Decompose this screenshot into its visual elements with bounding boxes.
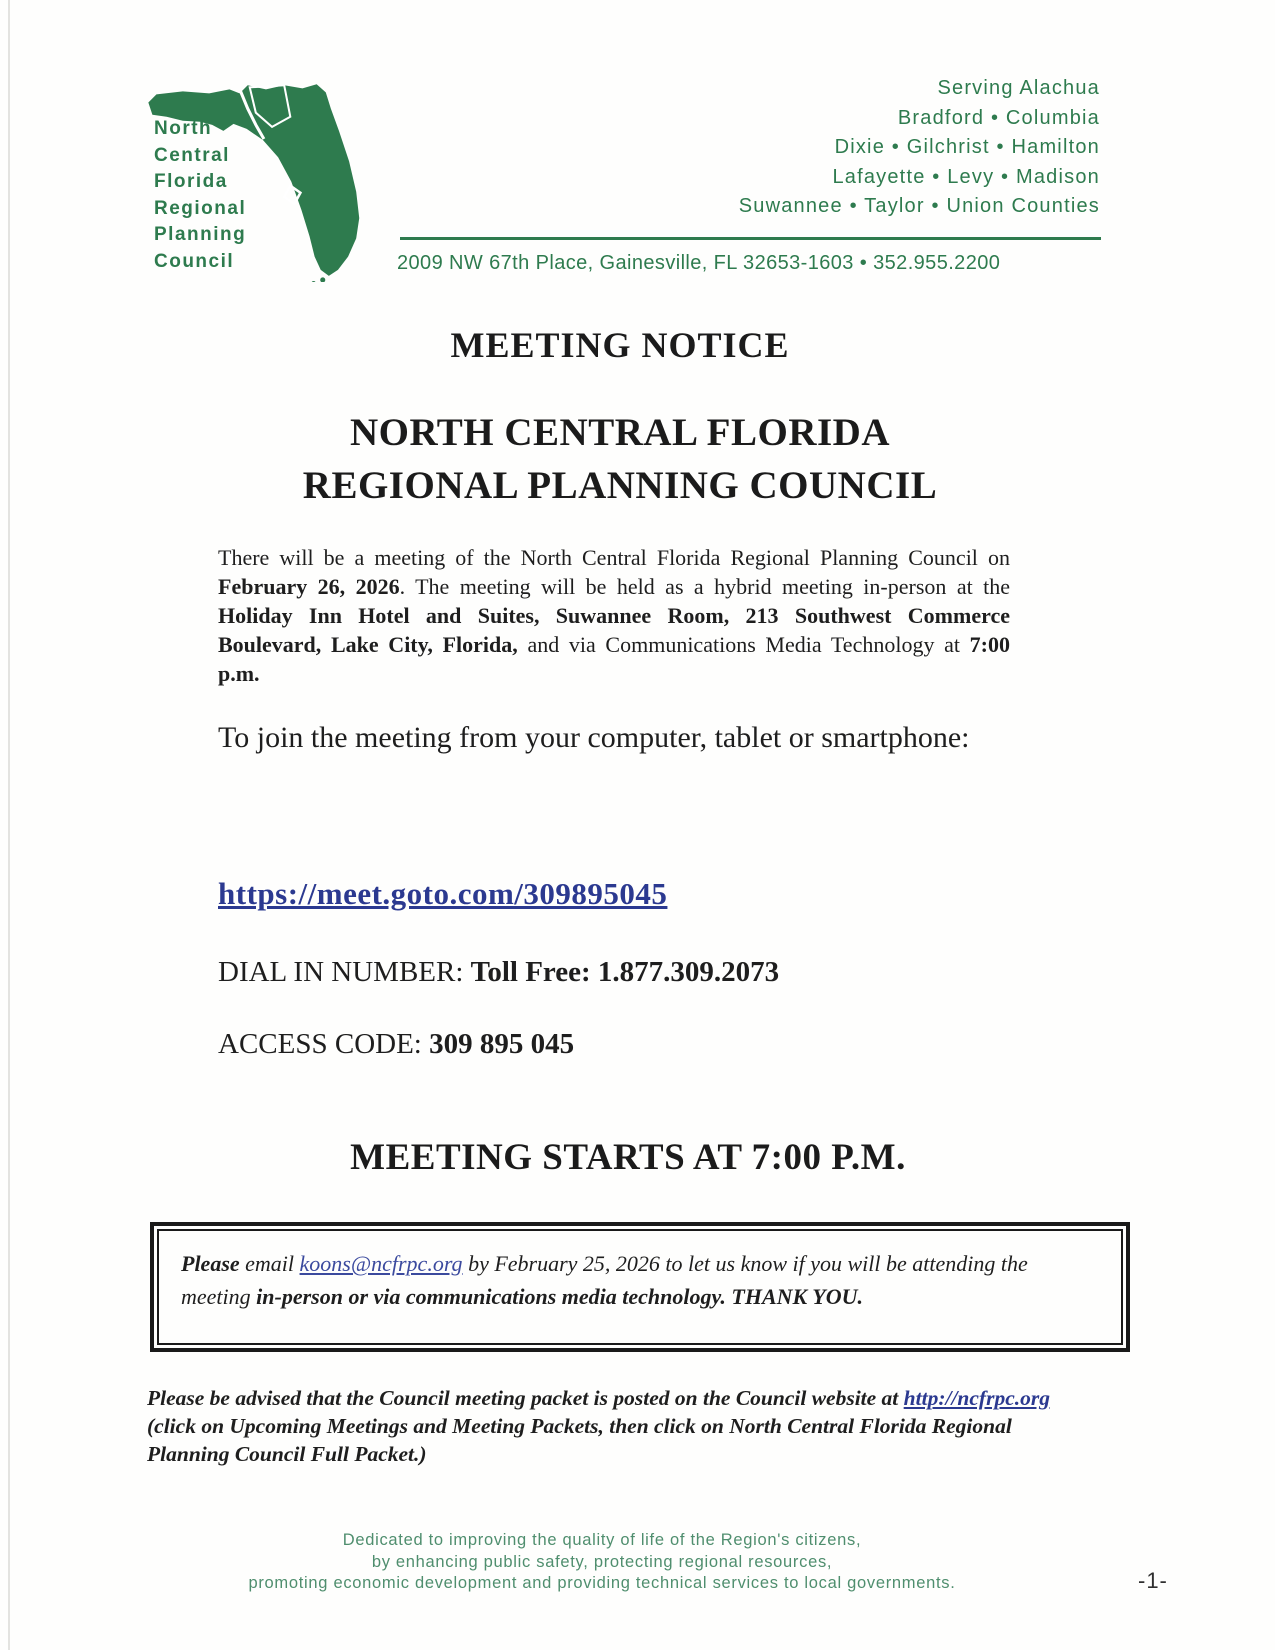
access-code-line: [218, 1028, 574, 1061]
org-title-line1: NORTH CENTRAL FLORIDA: [349, 411, 891, 454]
meeting-start-banner: MEETING STARTS AT 7:00 P.M.: [350, 1137, 906, 1178]
serving-line: Lafayette • Levy • Madison: [832, 165, 1100, 188]
advisory-text: (click on Upcoming Meetings and Meeting Packets, then click on North Central Florida Regional Planning Council Full Packet.): [147, 1414, 1012, 1466]
meeting-time: 7:00 p.m.: [218, 632, 1010, 686]
logo-line: Central: [154, 144, 230, 166]
logo-line: Council: [154, 250, 235, 272]
footer-line: Dedicated to improving the quality of life of the Region's citizens,: [342, 1531, 862, 1549]
rsvp-box: [150, 1222, 1130, 1352]
serving-line: Bradford • Columbia: [897, 106, 1100, 129]
rsvp-paragraph: [181, 1247, 1097, 1313]
meeting-date: February 26, 2026: [218, 574, 400, 599]
serving-line: Suwannee • Taylor • Union Counties: [738, 195, 1100, 217]
rsvp-email-link[interactable]: koons@ncfrpc.org: [299, 1251, 463, 1276]
scan-artifact-line: [8, 0, 10, 1650]
dial-in-line: [218, 956, 779, 989]
rsvp-text: by February 25, 2026 to let us know if you will be attending the meeting: [181, 1251, 1028, 1309]
serving-line: Dixie • Gilchrist • Hamilton: [834, 136, 1100, 158]
intro-paragraph: [218, 543, 1010, 688]
advisory-text: Please be advised that the Council meeting packet is posted on the Council website at: [147, 1386, 904, 1410]
footer-line: promoting economic development and providing technical services to local governments.: [248, 1574, 956, 1592]
rsvp-text: email: [239, 1251, 300, 1276]
logo-wordmark: [154, 116, 246, 275]
intro-text: . The meeting will be held as a hybrid meeting in-person at the: [399, 574, 1010, 599]
serving-line: Serving Alachua: [937, 77, 1100, 99]
dial-in-number: Toll Free: 1.877.309.2073: [470, 956, 780, 988]
intro-text: and via Communications Media Technology at: [517, 632, 970, 657]
page-title: MEETING NOTICE: [450, 325, 790, 365]
logo-line: Florida: [154, 171, 228, 192]
page-number: -1-: [1138, 1568, 1168, 1593]
footer-line: by enhancing public safety, protecting regional resources,: [371, 1552, 833, 1571]
mission-footer: [0, 1530, 1204, 1595]
dial-in-label: DIAL IN NUMBER:: [218, 956, 471, 988]
letterhead-address: 2009 NW 67th Place, Gainesville, FL 32653-1603 • 352.955.2200: [397, 252, 1001, 274]
rsvp-emphasis: in-person or via communications media technology. THANK YOU.: [256, 1284, 864, 1309]
logo-line: Regional: [154, 197, 247, 219]
ncfrpc-logo: [140, 64, 398, 282]
logo-line: North: [154, 118, 213, 139]
org-title: [0, 406, 1240, 512]
access-code-value: 309 895 045: [429, 1028, 575, 1060]
meeting-location: Holiday Inn Hotel and Suites, Suwannee Room, 213 Southwest Commerce Boulevard, Lake City, Florida,: [218, 603, 1010, 657]
packet-advisory: [147, 1384, 1097, 1468]
access-code-label: ACCESS CODE:: [218, 1028, 430, 1060]
meeting-url-link[interactable]: https://meet.goto.com/309895045: [218, 876, 668, 911]
council-website-link[interactable]: http://ncfrpc.org: [903, 1386, 1050, 1410]
logo-line: Planning: [154, 224, 247, 245]
rsvp-box-inner: [157, 1229, 1123, 1345]
join-instructions: To join the meeting from your computer, tablet or smartphone:: [218, 721, 970, 754]
rsvp-please: Please: [181, 1251, 240, 1276]
intro-text: There will be a meeting of the North Central Florida Regional Planning Council on: [218, 545, 1010, 570]
org-title-line2: REGIONAL PLANNING COUNCIL: [302, 464, 938, 507]
letterhead-divider: [400, 237, 1101, 240]
serving-counties: [739, 74, 1100, 222]
